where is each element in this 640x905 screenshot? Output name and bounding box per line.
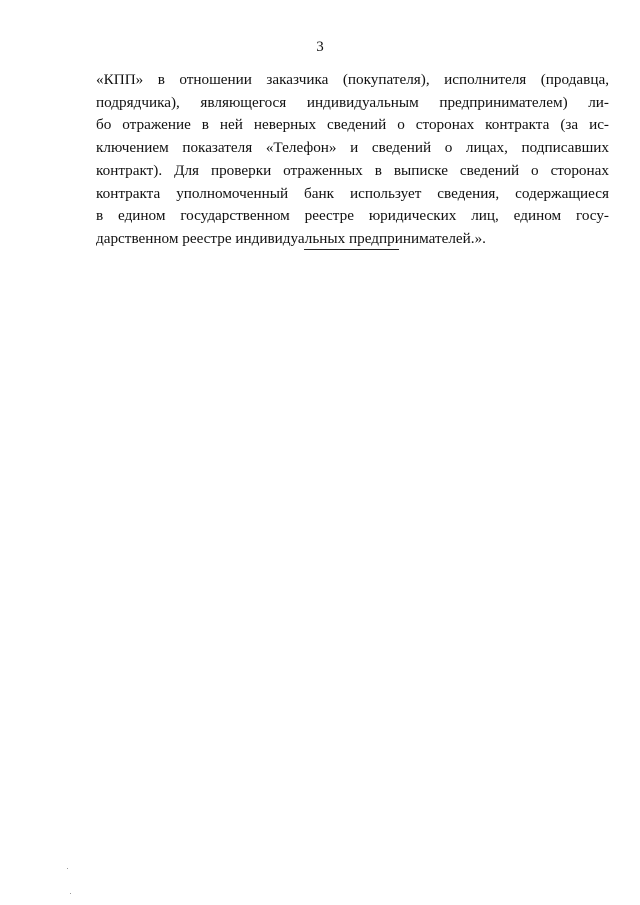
paragraph-line: в едином государственном реестре юридических лиц, едином госу- <box>96 207 609 225</box>
page-number: 3 <box>316 39 324 55</box>
scan-speck <box>67 868 68 869</box>
paragraph-line: бо отражение в ней неверных сведений о сторонах контракта (за ис- <box>96 116 609 134</box>
document-paragraph <box>96 69 609 251</box>
paragraph-line: ключением показателя «Телефон» и сведений о лицах, подписавших <box>96 139 609 157</box>
paragraph-line: «КПП» в отношении заказчика (покупателя), исполнителя (продавца, <box>96 71 609 88</box>
scan-speck <box>70 893 71 894</box>
paragraph-line: контракта уполномоченный банк использует сведения, содержащиеся <box>96 184 609 202</box>
paragraph-line: подрядчика), являющегося индивидуальным предпринимателем) ли- <box>96 93 609 111</box>
paragraph-line: дарственном реестре индивидуальных предпринимателей.». <box>96 229 486 247</box>
paragraph-line: контракт). Для проверки отраженных в выписке сведений о сторонах <box>96 161 609 179</box>
end-of-text-rule <box>304 249 399 250</box>
